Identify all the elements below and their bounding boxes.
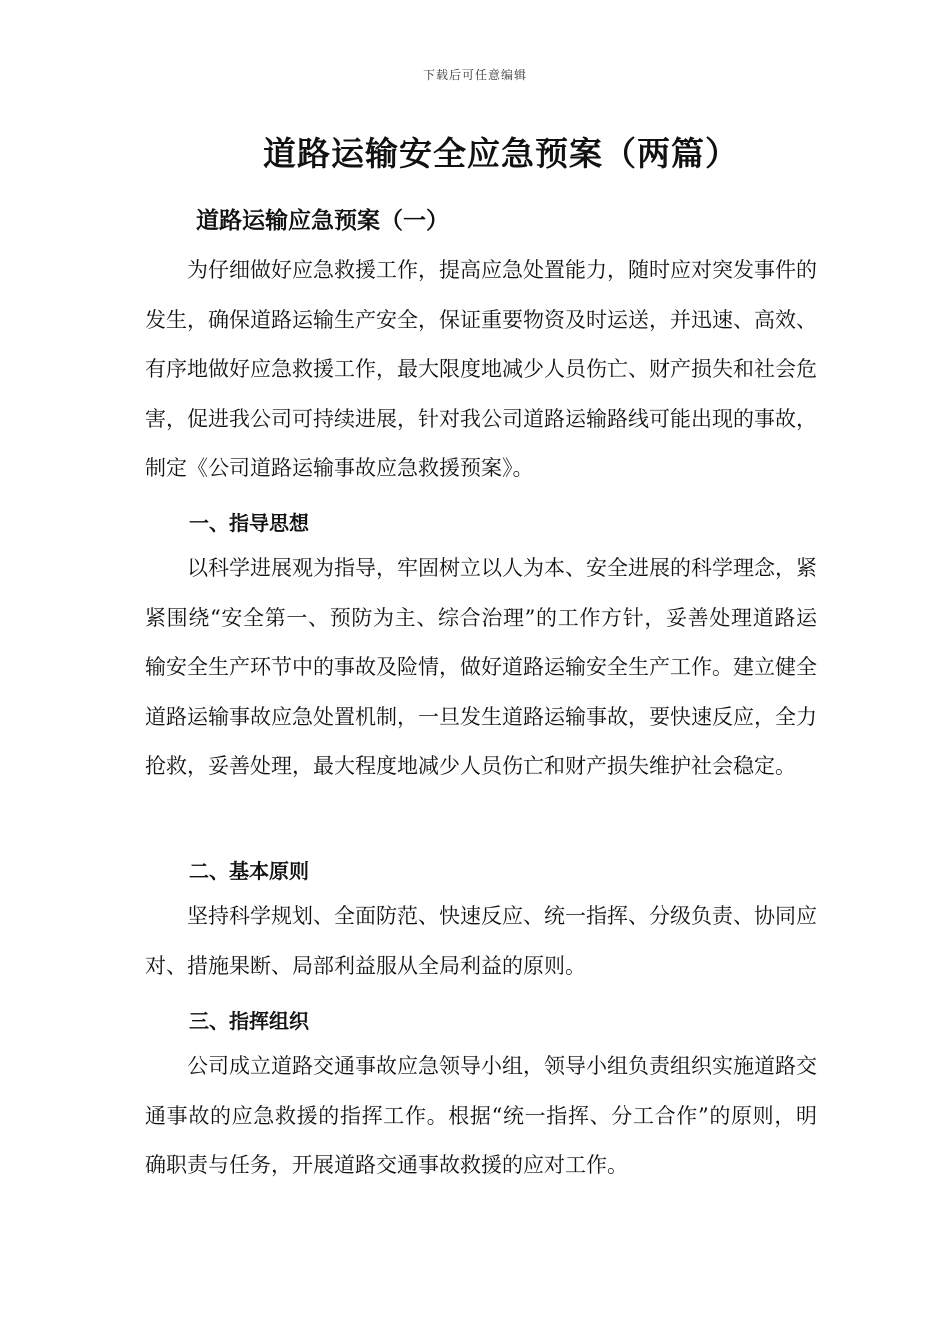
section-body-guiding-ideology: 以科学进展观为指导，牢固树立以人为本、安全进展的科学理念，紧紧围绕“安全第一、预防为主、综合治理”的工作方针，妥善处理道路运输安全生产环节中的事故及险情，做好道路运输安全生产工作。建立健全道路运输事故应急处置机制，一旦发生道路运输事故，要快速反应，全力抢救，妥善处理，最大程度地减少人员伤亡和财产损失维护社会稳定。: [145, 556, 817, 779]
intro-paragraph: 为仔细做好应急救援工作，提高应急处置能力，随时应对突发事件的发生，确保道路运输生产安全，保证重要物资及时运送，并迅速、高效、有序地做好应急救援工作，最大限度地减少人员伤亡、财产损失和社会危害，促进我公司可持续进展，针对我公司道路运输路线可能出现的事故，制定《公司道路运输事故应急救援预案》。: [145, 258, 817, 481]
section-body-basic-principles: 坚持科学规划、全面防范、快速反应、统一指挥、分级负责、协同应对、措施果断、局部利益服从全局利益的原则。: [145, 904, 817, 978]
section-heading-command-organization: 三、指挥组织: [189, 1009, 309, 1033]
section-heading-basic-principles: 二、基本原则: [189, 859, 309, 883]
section-body-command-organization: 公司成立道路交通事故应急领导小组，领导小组负责组织实施道路交通事故的应急救援的指挥工作。根据“统一指挥、分工合作”的原则，明确职责与任务，开展道路交通事故救援的应对工作。: [145, 1054, 817, 1178]
document-subtitle: 道路运输应急预案（一）: [196, 207, 449, 234]
document-title: 道路运输安全应急预案（两篇）: [263, 134, 739, 173]
section-heading-guiding-ideology: 一、指导思想: [189, 511, 309, 535]
header-note: 下载后可任意编辑: [422, 68, 527, 82]
